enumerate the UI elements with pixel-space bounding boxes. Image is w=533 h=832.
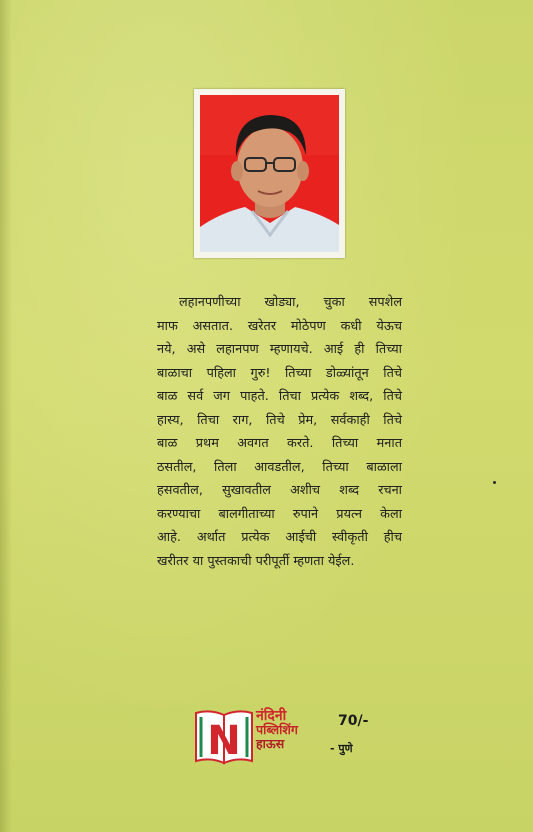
publisher-logo [194, 707, 320, 765]
author-photo [194, 89, 345, 258]
publisher-name-line2: पब्लिशिंग [256, 722, 298, 737]
blurb-line: बाळ प्रथम अवगत करते. तिच्या मनात [157, 436, 402, 451]
publisher-name-line1: नंदिनी [256, 708, 287, 724]
blurb-line: करण्याचा बालगीताच्या रुपाने प्रयत्न केला [157, 506, 402, 522]
publisher-name [256, 709, 320, 751]
blurb-line: आहे. अर्थात प्रत्येक आईची स्वीकृती हीच [157, 530, 402, 545]
blurb-line: बाळ सर्व जग पाहते. तिचा प्रत्येक शब्द, तिचे [157, 389, 402, 404]
svg-text:N: N [207, 718, 241, 764]
blurb-line: हास्य, तिचा राग, तिचे प्रेम, सर्वकाही तिचे [157, 412, 402, 428]
blurb-line: नये, असे लहानपण म्हणायचे. आई ही तिच्या [157, 342, 402, 357]
blurb-line: बाळाचा पहिला गुरु! तिच्या डोळ्यांतून तिचे [157, 365, 402, 381]
blurb-line: खरीतर या पुस्तकाची परीपूर्ती म्हणता येईल. [157, 553, 355, 569]
publisher-city: - पुणे [330, 742, 353, 755]
blurb-line: ठसतील, तिला आवडतील, तिच्या बाळाला [157, 459, 402, 475]
blurb-line: माफ असतात. खरेतर मोठेपण कधी येऊच [157, 318, 402, 334]
book-price: 70/- [338, 713, 369, 729]
blurb-line: हसवतील, सुखावतील अशीच शब्द रचना [157, 483, 402, 498]
blurb-line: लहानपणीच्या खोड्या, चुका सपशेल [179, 295, 402, 310]
print-dot [493, 481, 496, 484]
author-portrait-image [200, 95, 339, 252]
publisher-name-line3: हाऊस [256, 736, 285, 751]
cover-spine-shadow [0, 0, 12, 832]
back-cover-blurb [157, 291, 402, 573]
book-n-icon [194, 707, 254, 765]
